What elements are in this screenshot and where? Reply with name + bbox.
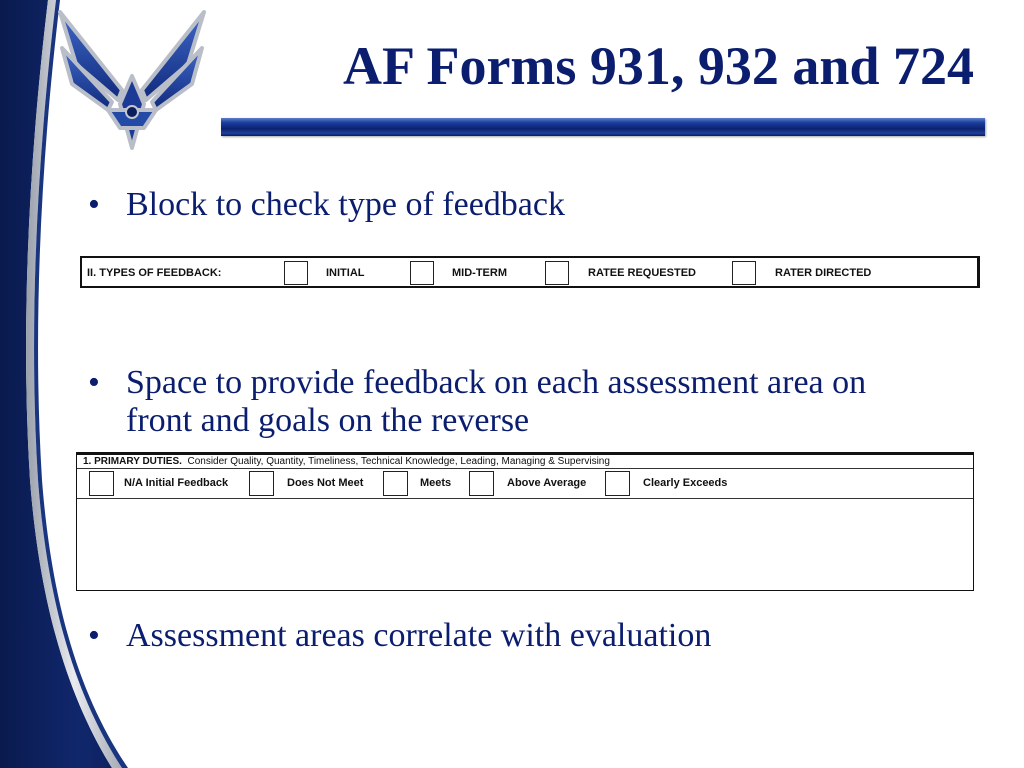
- clearly-exceeds-checkbox[interactable]: [605, 471, 630, 496]
- does-not-meet-label: Does Not Meet: [287, 477, 364, 489]
- na-initial-feedback-label: N/A Initial Feedback: [124, 477, 229, 489]
- bullet-glyph: •: [88, 617, 100, 654]
- bullet-glyph: •: [88, 364, 100, 401]
- feedback-comment-area[interactable]: [77, 499, 973, 590]
- meets-checkbox[interactable]: [383, 471, 408, 496]
- bullet-text: Assessment areas correlate with evaluation: [126, 617, 712, 654]
- title-underline-bar: [221, 118, 985, 136]
- air-force-symbol-icon: [52, 6, 212, 154]
- bullet-glyph: •: [88, 186, 100, 223]
- bullet-item: [88, 364, 968, 440]
- above-average-checkbox[interactable]: [469, 471, 494, 496]
- bullet-text: Space to provide feedback on each assessment area on front and goals on the reverse: [126, 364, 867, 439]
- na-initial-feedback-checkbox[interactable]: [89, 471, 114, 496]
- primary-duties-heading: 1. PRIMARY DUTIES.: [83, 456, 182, 467]
- primary-duties-form-block: [76, 452, 974, 591]
- rater-directed-checkbox[interactable]: [732, 261, 756, 285]
- ratee-requested-checkbox[interactable]: [545, 261, 569, 285]
- above-average-label: Above Average: [507, 477, 587, 489]
- bullet-item: [88, 617, 968, 655]
- bullet-item: [88, 186, 968, 224]
- feedback-section-label: II. TYPES OF FEEDBACK:: [87, 267, 222, 279]
- primary-duties-header: [77, 453, 973, 469]
- mid-term-option-label: MID-TERM: [452, 267, 507, 279]
- rater-directed-option-label: RATER DIRECTED: [775, 267, 872, 279]
- rating-options-row: [77, 469, 973, 499]
- bullet-text: Block to check type of feedback: [126, 186, 565, 223]
- initial-checkbox[interactable]: [284, 261, 308, 285]
- ratee-requested-option-label: RATEE REQUESTED: [588, 267, 696, 279]
- initial-option-label: INITIAL: [326, 267, 365, 279]
- clearly-exceeds-label: Clearly Exceeds: [643, 477, 728, 489]
- primary-duties-criteria: Consider Quality, Quantity, Timeliness, Technical Knowledge, Leading, Managing & Supervising: [187, 456, 610, 467]
- slide-title: AF Forms 931, 932 and 724: [343, 36, 974, 96]
- types-of-feedback-form-block: [80, 256, 980, 288]
- mid-term-checkbox[interactable]: [410, 261, 434, 285]
- does-not-meet-checkbox[interactable]: [249, 471, 274, 496]
- meets-label: Meets: [420, 477, 452, 489]
